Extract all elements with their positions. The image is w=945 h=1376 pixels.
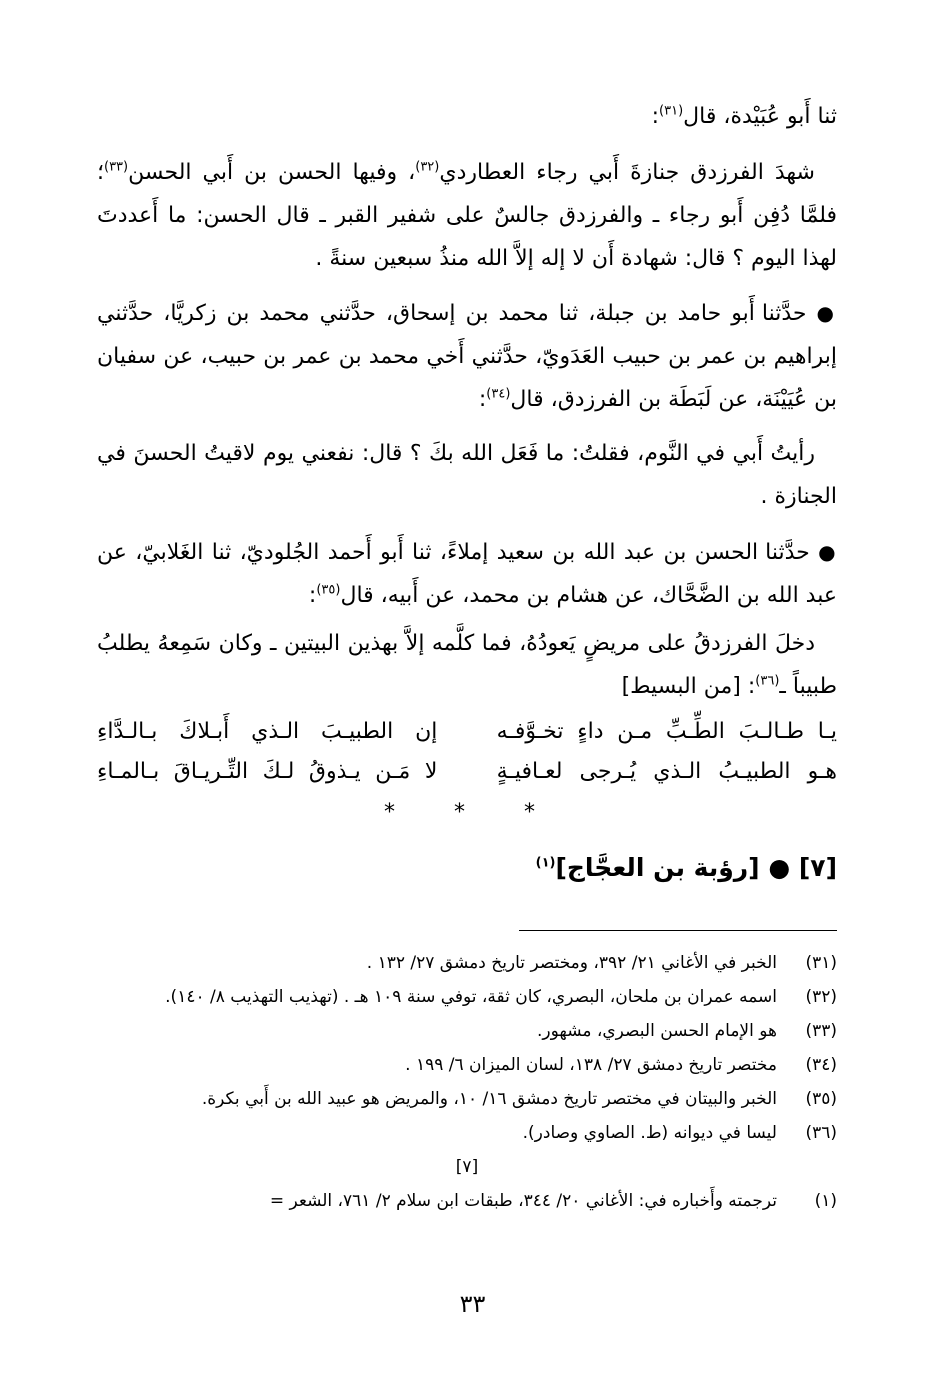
footnote-number: (١): [814, 1191, 837, 1211]
footnote-divider: [519, 930, 837, 931]
footnote-ref: (٣١): [659, 103, 684, 119]
paragraph-3: [97, 432, 837, 518]
footnote-text: ليسا في ديوانه (ط. الصاوي وصادر).: [522, 1123, 777, 1143]
intro-line: [97, 95, 837, 138]
footnote-ref: (٣٦): [755, 673, 780, 689]
paragraph-5: [97, 622, 837, 708]
paragraph-1: [97, 151, 837, 280]
footnote-number: (٣٢): [805, 987, 837, 1007]
paragraph-text: حدَّثنا الحسن بن عبد الله بن سعيد إملاءً، ثنا أَبو أَحمد الجُلوديّ، ثنا الغَلابيّ، عن عبد الله بن الضَّحَّاك، عن هشام بن محمد، عن أَبيه، قال: [97, 540, 837, 608]
footnote: [97, 1048, 837, 1082]
footnote-number: (٣٦): [805, 1123, 837, 1143]
footnote-ref: (٣٥): [316, 582, 341, 598]
intro-tail: :: [651, 104, 660, 129]
section-number: [٧]: [798, 853, 837, 882]
bullet-icon: ●: [816, 301, 838, 325]
footnote-number: (٣١): [805, 953, 837, 973]
footnote: [97, 980, 837, 1014]
section-separator: * * *: [384, 800, 561, 825]
paragraph-tail: :: [478, 387, 487, 412]
poem-second-hemistich: لا مَـن يـذوقُ لـكَ التِّـريـاقَ بـالمـاءِ: [97, 759, 438, 784]
paragraph-text: ، وفيها الحسن بن أَبي الحسن: [128, 160, 416, 185]
footnote-ref: (٣٤): [486, 386, 511, 402]
footnote-ref: (١): [535, 855, 556, 871]
footnote-number: (٣٤): [805, 1055, 837, 1075]
poem-verse: [97, 752, 837, 792]
intro-text: ثنا أَبو عُبَيْدة، قال: [683, 104, 837, 129]
poem: [97, 712, 837, 792]
section-heading: [536, 853, 837, 882]
footnote: [97, 1116, 837, 1150]
paragraph-2: [97, 292, 837, 421]
footnote: [97, 946, 837, 980]
poem-verse: [97, 712, 837, 752]
footnote-text: اسمه عمران بن ملحان، البصري، كان ثقة، توفي سنة ١٠٩ هـ . (تهذيب التهذيب ٨/ ١٤٠).: [165, 987, 777, 1007]
paragraph-tail: : [من البسيط]: [621, 674, 756, 699]
footnote-number: (٣٣): [805, 1021, 837, 1041]
paragraph-text: ؛ فلمَّا دُفِن أَبو رجاء ـ والفرزدق جالسٌ على شفير القبر ـ قال الحسن: ما أَعددتَ لهذا اليوم ؟ قال: شهادة أَن لا إله إلاَّ الله منذُ سبعين سنةً .: [97, 160, 837, 271]
bullet-icon: ●: [818, 540, 837, 564]
paragraph-4: [97, 531, 837, 617]
paragraph-text: شهدَ الفرزدق جنازةَ أَبي رجاء العطاردي: [439, 160, 815, 185]
footnote: [97, 1082, 837, 1116]
footnote-text: مختصر تاريخ دمشق ٢٧/ ١٣٨، لسان الميزان ٦/ ١٩٩ .: [405, 1055, 777, 1075]
poem-first-hemistich: يـا طـالـبَ الطِّـبِّ مـن داءٍ تخـوَّفـه: [496, 719, 837, 744]
bullet-icon: ●: [768, 853, 791, 882]
footnote-ref: (٣٢): [415, 159, 440, 175]
poem-first-hemistich: هـو الطبيـبُ الـذي يُـرجى لعـافيـةٍ: [496, 759, 837, 784]
paragraph-text: حدَّثنا أَبو حامد بن جبلة، ثنا محمد بن إسحاق، حدَّثني محمد بن زكريَّا، حدَّثني إبراهيم بن عمر بن حبيب العَدَويّ، حدَّثني أَخي محمد بن عمر بن حبيب، عن سفيان بن عُيَيْنَة، عن لَبَطَة بن الفرزدق، قال: [97, 301, 837, 412]
section-title: [رؤبة بن العجَّاج]: [555, 853, 760, 882]
footnote: [97, 1184, 837, 1218]
footnote-text: الخبر والبيتان في مختصر تاريخ دمشق ١٦/ ١٠، والمريض هو عبيد الله بن أَبي بكرة.: [201, 1089, 777, 1109]
footnote-text: هو الإمام الحسن البصري، مشهور.: [536, 1021, 777, 1041]
footnote-number: (٣٥): [805, 1089, 837, 1109]
footnote-ref: (٣٣): [104, 159, 129, 175]
footnotes: [97, 946, 837, 1218]
footnote-text: ترجمته وأَخباره في: الأغاني ٢٠/ ٣٤٤، طبقات ابن سلام ٢/ ٧٦١، الشعر =: [269, 1191, 777, 1211]
paragraph-tail: :: [308, 583, 317, 608]
page-number: ٣٣: [459, 1290, 486, 1318]
paragraph-text: دخلَ الفرزدقُ على مريضٍ يَعودُهُ، فما كلَّمه إلاَّ بهذين البيتين ـ وكان سَمِعهُ يطلبُ طبيباً ـ: [97, 631, 837, 699]
poem-second-hemistich: إن الطبيـبَ الـذي أَبـلاكَ بـالـدَّاءِ: [97, 719, 438, 744]
footnote-text: الخبر في الأغاني ٢١/ ٣٩٢، ومختصر تاريخ دمشق ٢٧/ ١٣٢ .: [366, 953, 777, 973]
paragraph-text: رأيتُ أَبي في النَّوم، فقلتُ: ما فَعَل الله بكَ ؟ قال: نفعني يوم لاقيتُ الحسنَ في الجنازة .: [97, 441, 837, 509]
footnote: [97, 1014, 837, 1048]
footnote-section-label: [٧]: [455, 1157, 479, 1177]
